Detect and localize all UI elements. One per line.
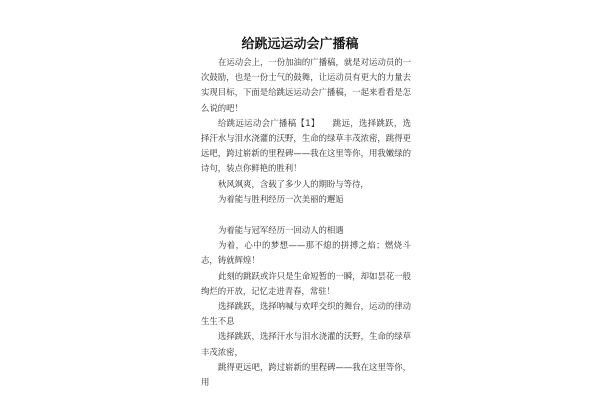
paragraph-intro: 在运动会上，一份加油的广播稿，就是对运动员的一次鼓励，也是一份士气的鼓舞，让运动员有更大的力量去实现目标，下面是给跳远运动会广播稿，一起来看看是怎么说的吧！: [201, 57, 411, 113]
paragraph-stage: 选择跳跃，选择呐喊与欢呼交织的舞台，运动的律动生生不息: [201, 301, 411, 327]
paragraph-jump: 给跳远运动会广播稿【1】 跳远，选择跳跃，选择汗水与泪水浇灌的沃野，生命的绿草丰茂浓密，跳得更远吧，跨过崭新的里程碑——我在这里等你，用我嫩绿的诗句，装点你鲜艳的胜利！: [201, 117, 411, 174]
document-title: 给跳远运动会广播稿: [241, 37, 359, 52]
document-body: [201, 55, 411, 390]
paragraph-moment: 此刻的跳跃或许只是生命短暂的一瞬，却如昙花一般绚烂的开放，记忆走进青春，常驻！: [201, 270, 411, 296]
paragraph-milestone: 跳得更远吧，跨过崭新的里程碑——我在这里等你，用: [201, 361, 411, 388]
paragraph-autumn: 秋风飒爽，含载了多少人的期盼与等待，: [218, 178, 369, 189]
blank-line: [201, 207, 411, 223]
paragraph-victory: 为着能与胜利经历一次美丽的邂逅: [218, 193, 344, 204]
paragraph-dream: 为着，心中的梦想——那不熄的拼搏之焰；燃烧斗志，铸就辉煌！: [201, 240, 411, 266]
paragraph-champion: 为着能与冠军经历一回动人的相遇: [218, 225, 344, 236]
paragraph-field: 选择跳跃，选择汗水与泪水浇灌的沃野，生命的绿草丰茂浓密，: [201, 331, 411, 357]
